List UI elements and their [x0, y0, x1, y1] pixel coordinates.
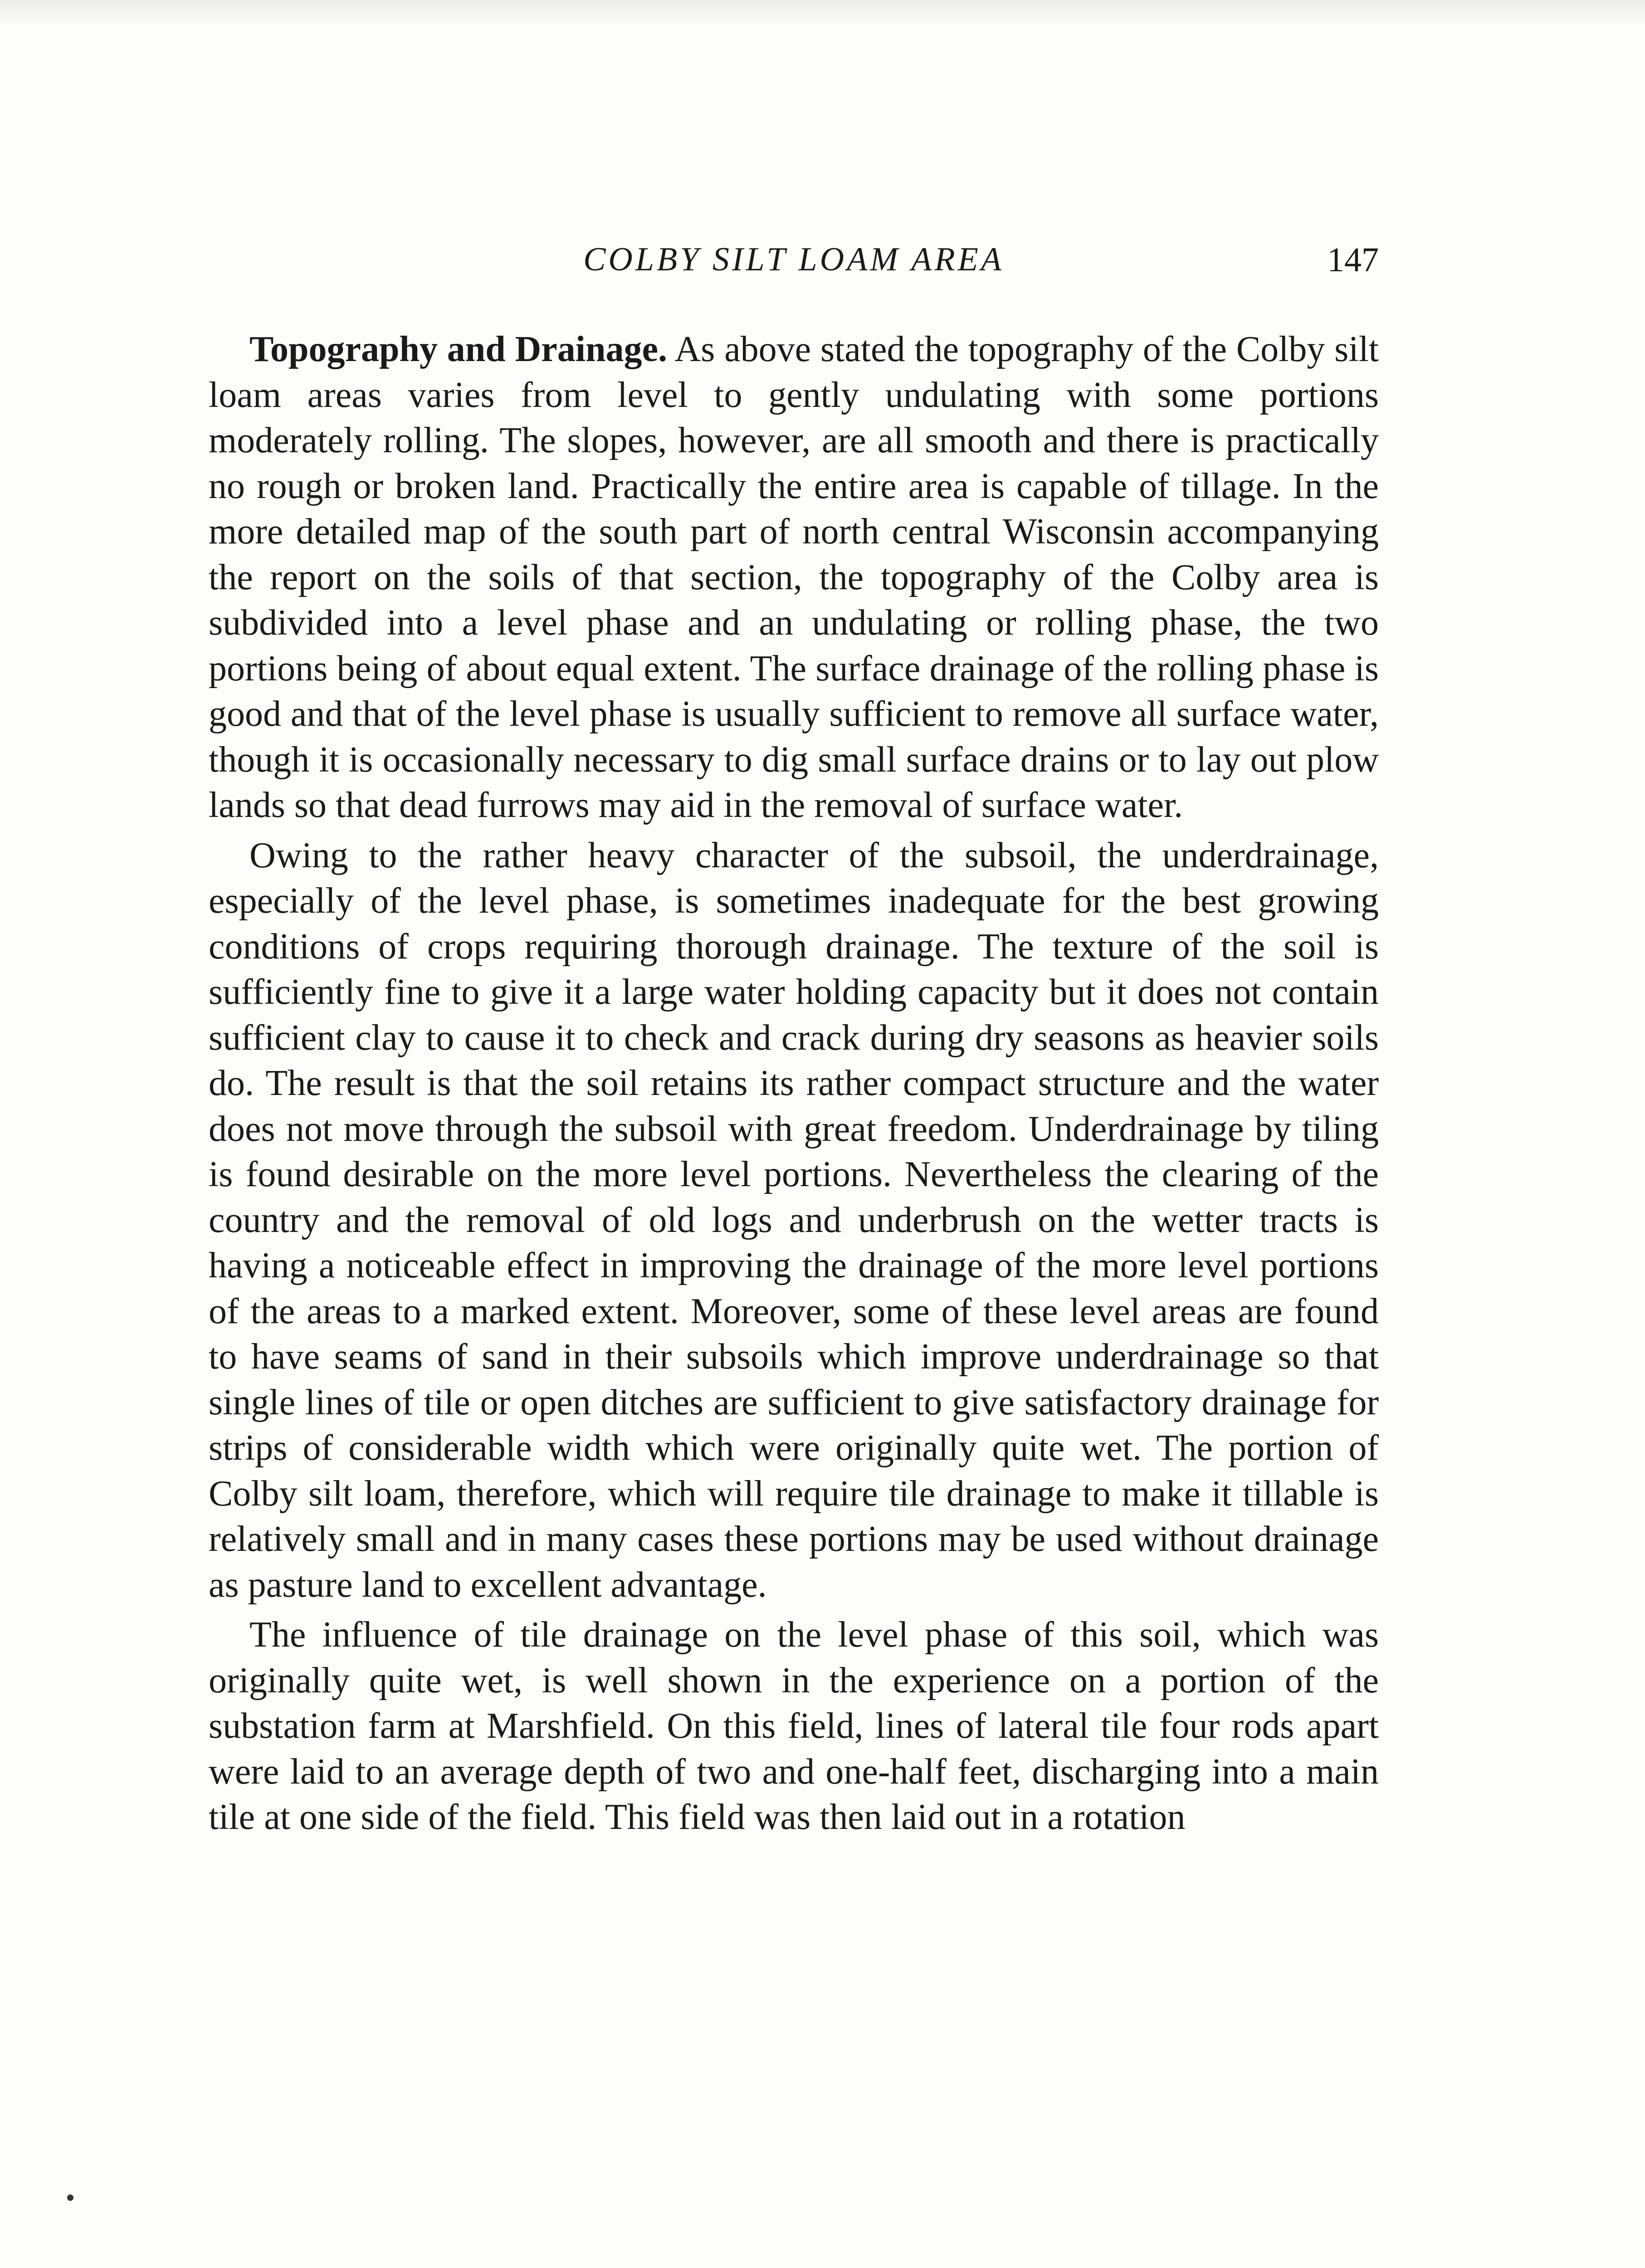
body-text [209, 327, 1379, 1845]
section-heading: Topography and Drainage. [249, 329, 668, 369]
paragraph-text: As above stated the topography of the Colby silt loam areas varies from level to gently undulating with some portions moderately rolling. The slopes, however, are all smooth and there is practically no rough or broken land. Practically the entire area is capable of tillage. In the more detailed map of the south part of north central Wisconsin accompanying the report on the soils of that section, the topography of the Colby area is subdivided into a level phase and an undulating or rolling phase, the two portions being of about equal extent. The surface drainage of the rolling phase is good and that of the level phase is usually sufficient to remove all surface water, though it is occasionally necessary to dig small surface drains or to lay out plow lands so that dead furrows may aid in the removal of surface water. [209, 329, 1379, 825]
page-number: 147 [1327, 241, 1379, 279]
page-edge-shading [0, 0, 1645, 27]
running-title: COLBY SILT LOAM AREA [583, 241, 1004, 278]
running-head [209, 240, 1379, 290]
paragraph-underdrainage [209, 833, 1379, 1608]
paragraph-text: The influence of tile drainage on the level phase of this soil, which was originally quite wet, is well shown in the experience on a portion of the substation farm at Marshfield. On this field, lines of lateral tile four rods apart were laid to an average depth of two and one-half feet, discharging into a main tile at one side of the field. This field was then laid out in a rotation [209, 1615, 1379, 1837]
paragraph-text: Owing to the rather heavy character of the subsoil, the underdrainage, especially of the level phase, is sometimes inadequate for the best growing conditions of crops requiring thorough drainage. The texture of the soil is sufficiently fine to give it a large water holding capacity but it does not contain sufficient clay to cause it to check and crack during dry seasons as heavier soils do. The result is that the soil retains its rather compact structure and the water does not move through the subsoil with great freedom. Underdrainage by tiling is found desirable on the more level portions. Nevertheless the clearing of the country and the removal of old logs and underbrush on the wetter tracts is having a noticeable effect in improving the drainage of the more level portions of the areas to a marked extent. Moreover, some of these level areas are found to have seams of sand in their subsoils which improve underdrainage so that single lines of tile or open ditches are sufficient to give satisfactory drainage for strips of considerable width which were originally quite wet. The portion of Colby silt loam, therefore, which will require tile drainage to make it tillable is relatively small and in many cases these portions may be used without drainage as pasture land to excellent advantage. [209, 835, 1379, 1605]
paragraph-tile-drainage [209, 1612, 1379, 1840]
margin-mark [67, 2195, 73, 2201]
paragraph-topography [209, 327, 1379, 828]
